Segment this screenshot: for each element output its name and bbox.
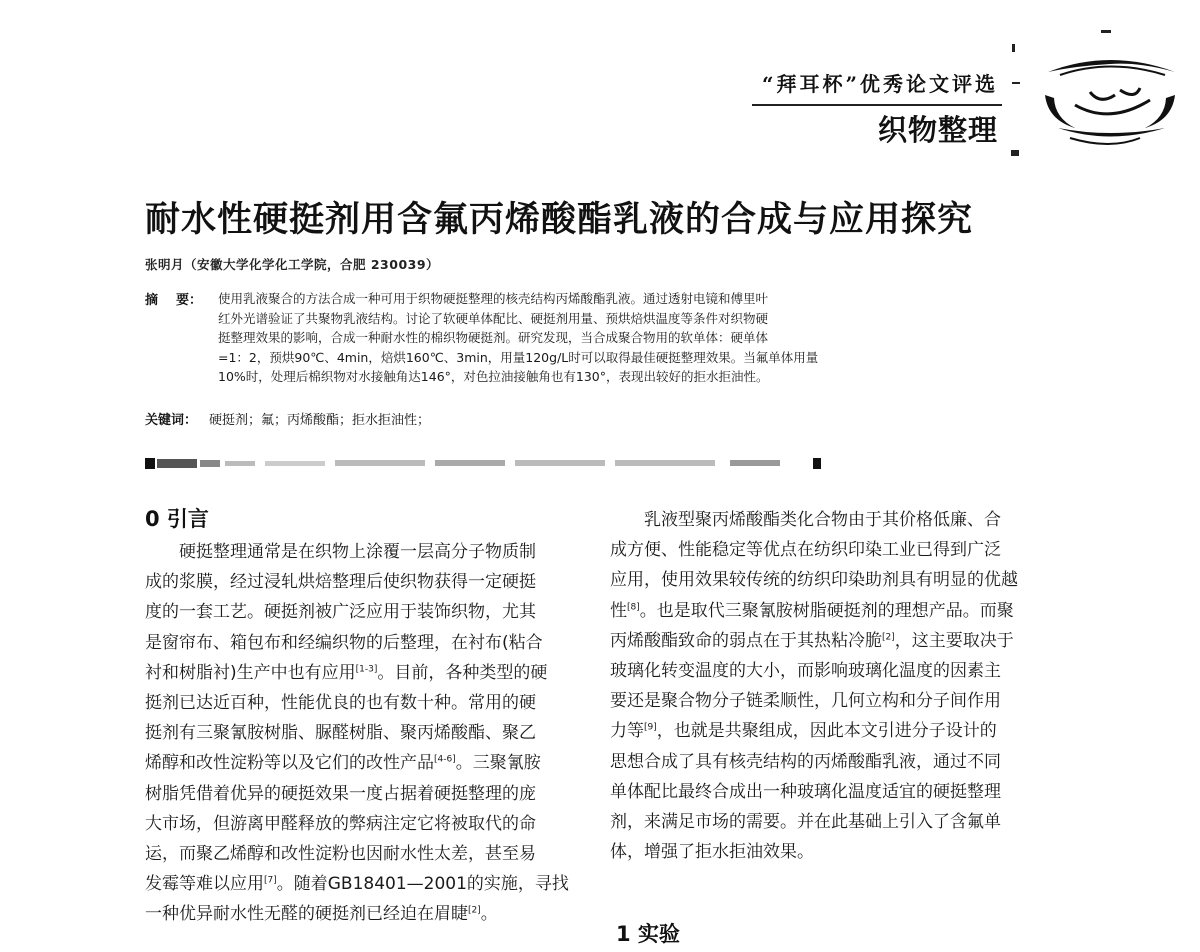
- section-heading-experiment: 1 实验: [616, 922, 680, 946]
- dash-mark: [1012, 44, 1015, 52]
- body-text: 衬和树脂衬)生产中也有应用: [145, 662, 356, 683]
- citation-ref[interactable]: [4-6]: [434, 754, 456, 765]
- fabric-ripple-logo-icon: [1040, 50, 1180, 160]
- keywords-value: 硬挺剂；氟；丙烯酸酯；拒水拒油性；: [209, 413, 431, 428]
- intro-column-left: [145, 537, 580, 930]
- body-text: 。随着GB18401—2001的实施，寻找: [276, 874, 569, 895]
- section-label: 织物整理: [878, 113, 999, 147]
- dash-mark: [1011, 150, 1019, 156]
- body-line: 乳液型聚丙烯酸酯类化合物由于其价格低廉、合: [610, 510, 1001, 530]
- body-line: [610, 626, 1055, 656]
- body-text: ，也就是共聚组成，因此本文引进分子设计的: [656, 721, 997, 742]
- keywords: [145, 409, 430, 428]
- body-text: 性: [610, 600, 627, 621]
- abstract-line: 红外光谱验证了共聚物乳液结构。讨论了软硬单体配比、硬挺剂用量、预烘焙烘温度等条件对织物硬: [218, 310, 769, 326]
- abstract-line: 挺整理效果的影响，合成一种耐水性的棉织物硬挺剂。研究发现，当合成聚合物用的软单体：硬单体: [218, 330, 769, 345]
- dash-mark: [1101, 30, 1111, 33]
- body-text: ，这主要取决于: [894, 630, 1014, 651]
- body-line: 树脂凭借着优异的硬挺效果一度占据着硬挺整理的庞: [145, 783, 536, 804]
- abstract-line: 10%时，处理后棉织物对水接触角达146°，对色拉油接触角也有130°，表现出较好的拒水拒油性。: [218, 369, 769, 384]
- body-line: [145, 869, 580, 899]
- body-line: 硬挺整理通常是在织物上涂覆一层高分子物质制: [145, 542, 536, 562]
- abstract-line: 使用乳液聚合的方法合成一种可用于织物硬挺整理的核壳结构丙烯酸酯乳液。通过透射电镜和傅里叶: [218, 291, 769, 306]
- body-line: [610, 716, 1055, 746]
- body-line: 成的浆膜，经过浸轧烘焙整理后使织物获得一定硬挺: [145, 572, 536, 593]
- body-line: [145, 658, 580, 688]
- body-line: [145, 899, 580, 929]
- body-line: 应用，使用效果较传统的纺织印染助剂具有明显的优越: [610, 570, 1018, 591]
- citation-ref[interactable]: [1-3]: [355, 664, 378, 675]
- scan-noise-line: [145, 457, 825, 470]
- article-title: 耐水性硬挺剂用含氟丙烯酸酯乳液的合成与应用探究: [145, 200, 974, 240]
- body-line: 要还是聚合物分子链柔顺性，几何立构和分子间作用: [610, 691, 1001, 712]
- body-text: 。: [480, 904, 498, 925]
- body-text: 烯醇和改性淀粉等以及它们的改性产品: [145, 753, 434, 774]
- body-line: 成方便、性能稳定等优点在纺织印染工业已得到广泛: [610, 540, 1001, 561]
- abstract-label: [145, 289, 202, 308]
- keywords-label: 关键词：: [145, 413, 198, 428]
- abstract-line: =1：2，预烘90℃、4min，焙烘160℃、3min，用量120g/L时可以取得最佳硬挺整理效果。当氟单体用量: [218, 349, 819, 365]
- abstract-text: [218, 289, 950, 387]
- body-text: 力等: [610, 721, 644, 742]
- body-line: 思想合成了具有核壳结构的丙烯酸酯乳液，通过不同: [610, 751, 1001, 772]
- body-line: 体，增强了拒水拒油效果。: [610, 842, 814, 863]
- author-affiliation: 张明月（安徽大学化学化工学院，合肥 230039）: [145, 257, 440, 272]
- body-line: 玻璃化转变温度的大小，而影响玻璃化温度的因素主: [610, 661, 1001, 682]
- body-line: 挺剂有三聚氰胺树脂、脲醛树脂、聚丙烯酸酯、聚乙: [145, 723, 536, 744]
- body-line: 剂，来满足市场的需要。并在此基础上引入了含氟单: [610, 812, 1001, 833]
- abstract-label-char: 要：: [176, 293, 203, 308]
- body-line: [610, 596, 1055, 626]
- body-text: 。三聚氰胺: [455, 753, 541, 774]
- body-line: 度的一套工艺。硬挺剂被广泛应用于装饰织物，尤其: [145, 602, 536, 623]
- body-line: 单体配比最终合成出一种玻璃化温度适宜的硬挺整理: [610, 781, 1001, 802]
- citation-ref[interactable]: [9]: [644, 722, 657, 733]
- body-line: 大市场，但游离甲醛释放的弊病注定它将被取代的命: [145, 813, 536, 834]
- body-text: 。目前，各种类型的硬: [377, 662, 548, 683]
- body-text: 丙烯酸酯致命的弱点在于其热粘冷脆: [610, 630, 882, 651]
- body-line: 是窗帘布、箱包布和经编织物的后整理，在衬布(粘合: [145, 632, 543, 653]
- body-text: 一种优异耐水性无醛的硬挺剂已经迫在眉睫: [145, 904, 468, 925]
- citation-ref[interactable]: [2]: [882, 632, 895, 643]
- body-line: 运，而聚乙烯醇和改性淀粉也因耐水性太差，甚至易: [145, 844, 536, 865]
- body-line: [145, 748, 580, 778]
- abstract-label-char: 摘: [145, 293, 159, 308]
- citation-ref[interactable]: [8]: [627, 601, 640, 612]
- body-line: 挺剂已达近百种，性能优良的也有数十种。常用的硬: [145, 693, 536, 714]
- intro-column-right: [610, 505, 1055, 867]
- series-label: “拜耳杯”优秀论文评选: [762, 72, 999, 96]
- citation-ref[interactable]: [2]: [468, 905, 481, 916]
- dash-mark: [1012, 82, 1020, 84]
- body-text: 。也是取代三聚氰胺树脂硬挺剂的理想产品。而聚: [639, 600, 1014, 621]
- header-rule: [752, 104, 1002, 106]
- section-heading-introduction: 0 引言: [145, 507, 209, 531]
- body-text: 发霉等难以应用: [145, 874, 264, 895]
- citation-ref[interactable]: [7]: [264, 875, 277, 886]
